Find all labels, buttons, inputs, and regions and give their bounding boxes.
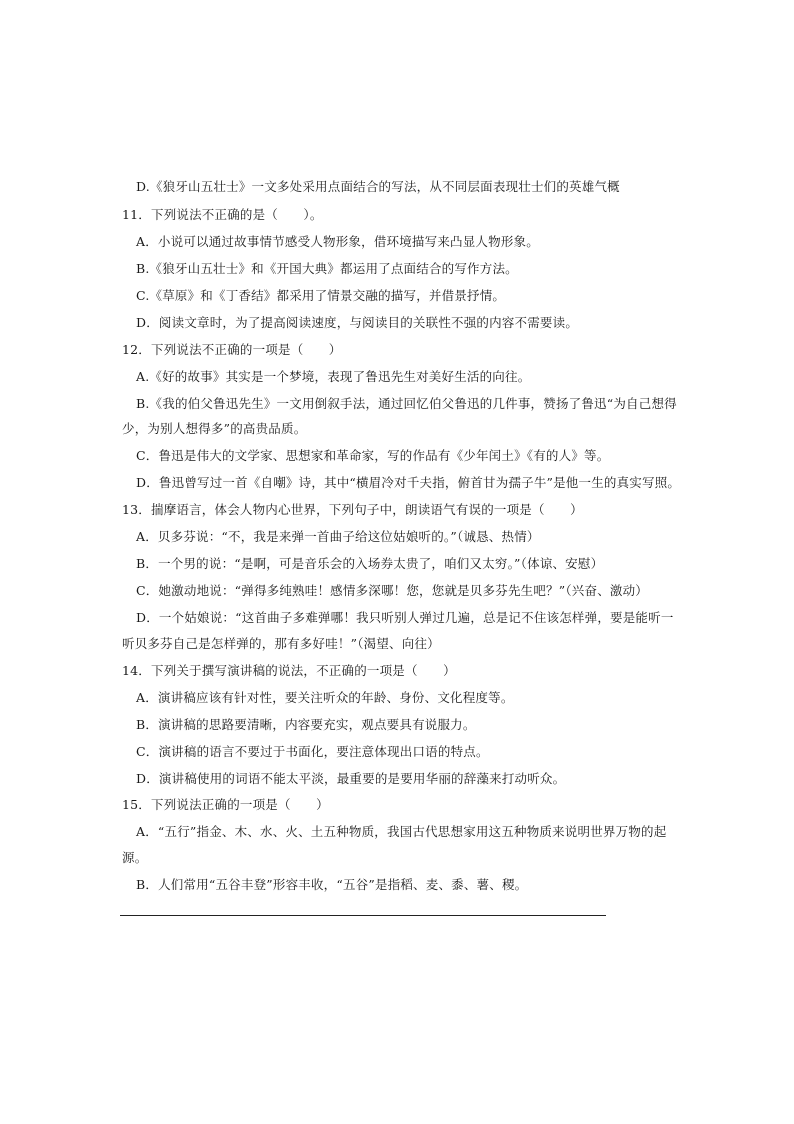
q13-option-d-continued: 听贝多芬自己是怎样弹的，那有多好哇！”（渴望、向往） bbox=[122, 636, 440, 651]
q10-option-d: D.《狼牙山五壮士》一文多处采用点面结合的写法，从不同层面表现壮士们的英雄气概 bbox=[136, 179, 620, 194]
q11-option-c: C.《草原》和《丁香结》都采用了情景交融的描写，并借景抒情。 bbox=[136, 288, 506, 303]
q13-option-d: D．一个姑娘说：“这首曲子多难弹哪！我只听别人弹过几遍，总是记不住该怎样弹，要是能听一 bbox=[136, 610, 674, 625]
q14-option-c: C．演讲稿的语言不要过于书面化，要注意体现出口语的特点。 bbox=[136, 744, 489, 759]
q11-option-a: A．小说可以通过故事情节感受人物形象，借环境描写来凸显人物形象。 bbox=[136, 234, 539, 249]
q11-option-b: B.《狼牙山五壮士》和《开国大典》都运用了点面结合的写作方法。 bbox=[136, 261, 518, 276]
q14-option-d: D．演讲稿使用的词语不能太平淡，最重要的是要用华丽的辞藻来打动听众。 bbox=[136, 771, 566, 786]
question-14: 14．下列关于撰写演讲稿的说法，不正确的一项是（ ） bbox=[122, 663, 456, 678]
q13-option-b: B．一个男的说：“是啊，可是音乐会的入场券太贵了，咱们又太穷。”（体谅、安慰） bbox=[136, 556, 604, 571]
footer-divider-line bbox=[120, 915, 606, 916]
q12-option-b-continued: 少，为别人想得多”的高贵品质。 bbox=[122, 421, 307, 436]
q14-option-a: A．演讲稿应该有针对性，要关注听众的年龄、身份、文化程度等。 bbox=[136, 690, 514, 705]
q12-option-a: A.《好的故事》其实是一个梦境，表现了鲁迅先生对美好生活的向往。 bbox=[136, 369, 531, 384]
q11-option-d: D．阅读文章时，为了提高阅读速度，与阅读目的关联性不强的内容不需要读。 bbox=[136, 315, 579, 330]
q15-option-b: B．人们常用“五谷丰登”形容丰收，“五谷”是指稻、麦、黍、薯、稷。 bbox=[136, 877, 528, 892]
q15-option-a-continued: 源。 bbox=[122, 850, 148, 865]
question-13: 13．揣摩语言，体会人物内心世界，下列句子中，朗读语气有误的一项是（ ） bbox=[122, 502, 583, 517]
question-11: 11．下列说法不正确的是（ ）。 bbox=[122, 207, 323, 222]
q12-option-c: C．鲁迅是伟大的文学家、思想家和革命家，写的作品有《少年闰土》《有的人》等。 bbox=[136, 448, 610, 463]
q12-option-b: B.《我的伯父鲁迅先生》一文用倒叙手法，通过回忆伯父鲁迅的几件事，赞扬了鲁迅“为自己想得 bbox=[136, 396, 677, 411]
q13-option-a: A．贝多芬说：“不，我是来弹一首曲子给这位姑娘听的。”（诚恳、热情） bbox=[136, 529, 540, 544]
q14-option-b: B．演讲稿的思路要清晰，内容要充实，观点要具有说服力。 bbox=[136, 717, 476, 732]
q13-option-c: C．她激动地说：“弹得多纯熟哇！感情多深哪！您，您就是贝多芬先生吧？”（兴奋、激动） bbox=[136, 583, 648, 598]
question-12: 12．下列说法不正确的一项是（ ） bbox=[122, 342, 342, 357]
q12-option-d: D．鲁迅曾写过一首《自嘲》诗，其中“横眉冷对千夫指，俯首甘为孺子牛”是他一生的真实写照。 bbox=[136, 475, 681, 490]
q15-option-a: A．“五行”指金、木、水、火、土五种物质，我国古代思想家用这五种物质来说明世界万物的起 bbox=[136, 824, 667, 839]
question-15: 15．下列说法正确的一项是（ ） bbox=[122, 797, 329, 812]
